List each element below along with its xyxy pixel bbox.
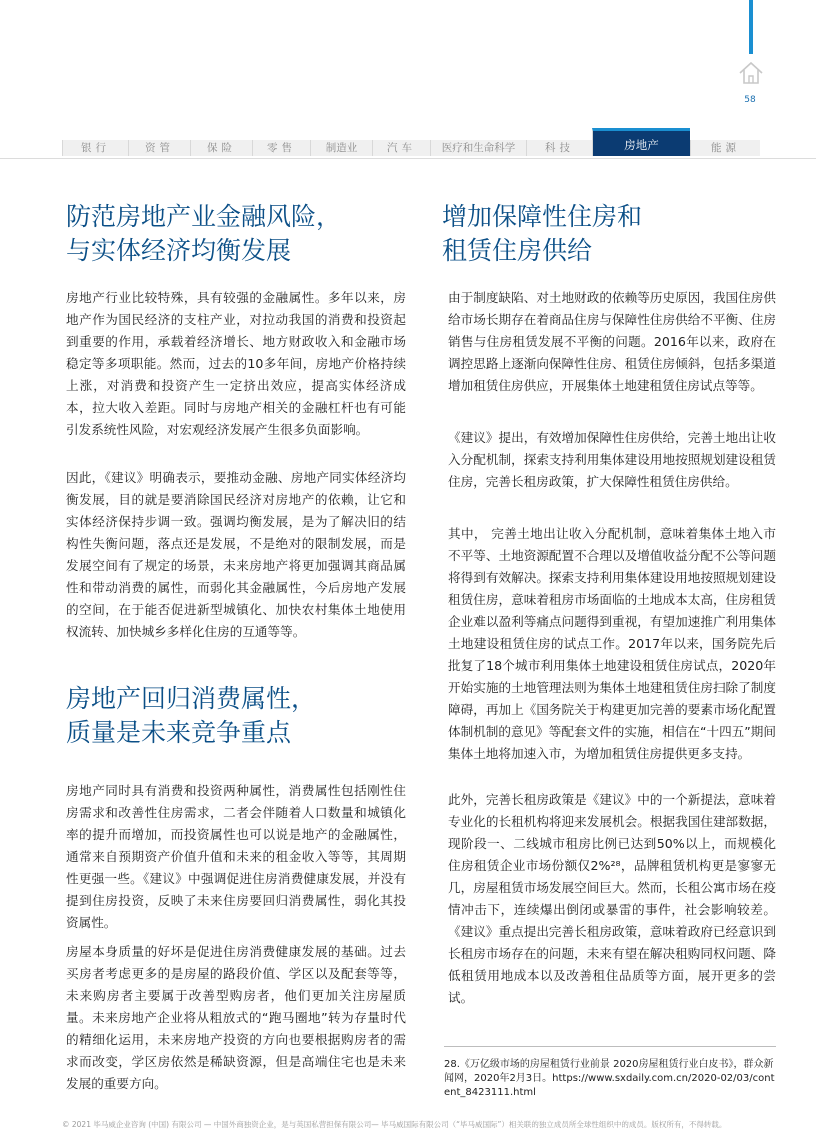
heading-line: 增加保障性住房和 — [442, 202, 643, 231]
tab-banking[interactable]: 银行 — [62, 140, 128, 156]
sector-nav — [62, 128, 760, 156]
right-paragraph-1: 由于制度缺陷、对土地财政的依赖等历史原因，我国住房供给市场长期存在着商品住房与保障性住房供给不平衡、住房销售与住房租赁发展不平衡的问题。2016年以来，政府在调控思路上逐渐向保障性住房、租赁住房倾斜，包括多渠道增加租赁住房供应，开展集体土地建租赁住房试点等等。 — [448, 290, 776, 393]
right-paragraph-4: 此外，完善长租房政策是《建议》中的一个新提法，意味着专业化的长租机构将迎来发展机会。根据我国住建部数据，现阶段一、二线城市租房比例已达到50%以上，而规模化住房租赁企业市场份额仅2%²⁸，品牌租赁机构更是寥寥无几，房屋租赁市场发展空间巨大。然而，长租公寓市场在疫情冲击下，连续爆出倒闭或暴雷的事件，社会影响较差。《建议》重点提出完善长租房政策，意味着政府已经意识到长租房市场存在的问题，未来有望在解决租购同权问题、降低租赁用地成本以及改善租住品质等方面，展开更多的尝试。 — [448, 792, 776, 1005]
heading-line: 与实体经济均衡发展 — [66, 236, 292, 265]
footnote-28: 28.《万亿级市场的房屋租赁行业前景 2020房屋租赁行业白皮书》，群众新闻网，2020年2月3日。https://www.sxdaily.com.cn/2020-02/03/content_8423111.html — [444, 1059, 775, 1098]
left-paragraph-4: 房屋本身质量的好坏是促进住房消费健康发展的基础。过去买房者考虑更多的是房屋的路段价值、学区以及配套等等，未来购房者主要属于改善型购房者，他们更加关注房屋质量。未来房地产企业将从粗放式的“跑马圈地”转为存量时代的精细化运用，未来房地产投资的方向也要根据购房者的需求而改变，学区房依然是稀缺资源，但是高端住宅也是未来发展的重要方向。 — [66, 944, 406, 1091]
heading-line: 质量是未来竞争重点 — [66, 718, 292, 747]
right-paragraph-2: 《建议》提出，有效增加保障性住房供给，完善土地出让收入分配机制，探索支持利用集体建设用地按照规划建设租赁住房，完善长租房政策，扩大保障性租赁住房供给。 — [448, 430, 776, 489]
tab-real-estate[interactable]: 房地产 — [592, 128, 690, 156]
left-paragraph-3: 房地产同时具有消费和投资两种属性，消费属性包括刚性住房需求和改善性住房需求，二者会伴随着人口数量和城镇化率的提升而增加，而投资属性也可以说是地产的金融属性，通常来自预期资产价值升值和未来的租金收入等等，其周期性更强一些。《建议》中强调促进住房消费健康发展，并没有提到住房投资，反映了未来住房要回归消费属性，弱化其投资属性。 — [66, 783, 406, 930]
right-heading — [442, 200, 782, 268]
heading-line: 租赁住房供给 — [442, 236, 593, 265]
tab-energy[interactable]: 能源 — [690, 140, 760, 156]
page-number: 58 — [744, 95, 756, 105]
tab-healthcare-life-sciences[interactable]: 医疗和生命科学 — [430, 140, 526, 156]
left-heading-2 — [66, 682, 406, 750]
tab-retail[interactable]: 零售 — [252, 140, 310, 156]
tab-manufacturing[interactable]: 制造业 — [310, 140, 372, 156]
tab-insurance[interactable]: 保险 — [190, 140, 252, 156]
tab-asset-management[interactable]: 资管 — [128, 140, 190, 156]
footnote-divider — [444, 1046, 776, 1047]
tab-automotive[interactable]: 汽车 — [372, 140, 430, 156]
heading-line: 防范房地产业金融风险， — [66, 202, 342, 231]
tab-technology[interactable]: 科技 — [526, 140, 592, 156]
left-heading-1 — [66, 200, 406, 268]
right-paragraph-3: 其中， 完善土地出让收入分配机制，意味着集体土地入市不平等、土地资源配置不合理以及增值收益分配不公等问题将得到有效解决。探索支持利用集体建设用地按照规划建设租赁住房，意味着租房市场面临的土地成本太高，住房租赁企业难以盈利等痛点问题得到重视，有望加速推广利用集体土地建设租赁住房的试点工作。2017年以来，国务院先后批复了18个城市利用集体土地建设租赁住房试点，2020年开始实施的土地管理法则为集体土地建租赁住房扫除了制度障碍，再加上《国务院关于构建更加完善的要素市场化配置体制机制的意见》等配套文件的实施，相信在“十四五”期间集体土地将加速入市，为增加租赁住房提供更多支持。 — [448, 526, 776, 761]
header-accent-bar — [749, 0, 753, 54]
home-icon[interactable] — [737, 60, 765, 86]
copyright-footer: © 2021 毕马威企业咨询 (中国) 有限公司 — 中国外商独资企业，是与英国私营担保有限公司— 毕马威国际有限公司（“毕马威国际”）相关联的独立成员所全球性组织中的成员。版权所有，不得转载。 — [62, 1120, 727, 1129]
heading-line: 房地产回归消费属性， — [66, 684, 317, 713]
nav-divider — [0, 158, 816, 159]
left-paragraph-2: 因此，《建议》明确表示，要推动金融、房地产同实体经济均衡发展，目的就是要消除国民经济对房地产的依赖，让它和实体经济保持步调一致。强调均衡发展，是为了解决旧的结构性失衡问题，落点还是发展，不是绝对的限制发展，而是发展空间有了规定的场景，未来房地产将更加强调其商品属性和带动消费的属性，而弱化其金融属性，今后房地产发展的空间，在于能否促进新型城镇化、加快农村集体土地使用权流转、加快城乡多样化住房的互通等等。 — [66, 470, 406, 639]
left-paragraph-1: 房地产行业比较特殊，具有较强的金融属性。多年以来，房地产作为国民经济的支柱产业，对拉动我国的消费和投资起到重要的作用，承载着经济增长、地方财政收入和金融市场稳定等多项职能。然而，过去的10多年间，房地产价格持续上涨，对消费和投资产生一定挤出效应，提高实体经济成本，拉大收入差距。同时与房地产相关的金融杠杆也有可能引发系统性风险，对宏观经济发展产生很多负面影响。 — [66, 290, 406, 437]
